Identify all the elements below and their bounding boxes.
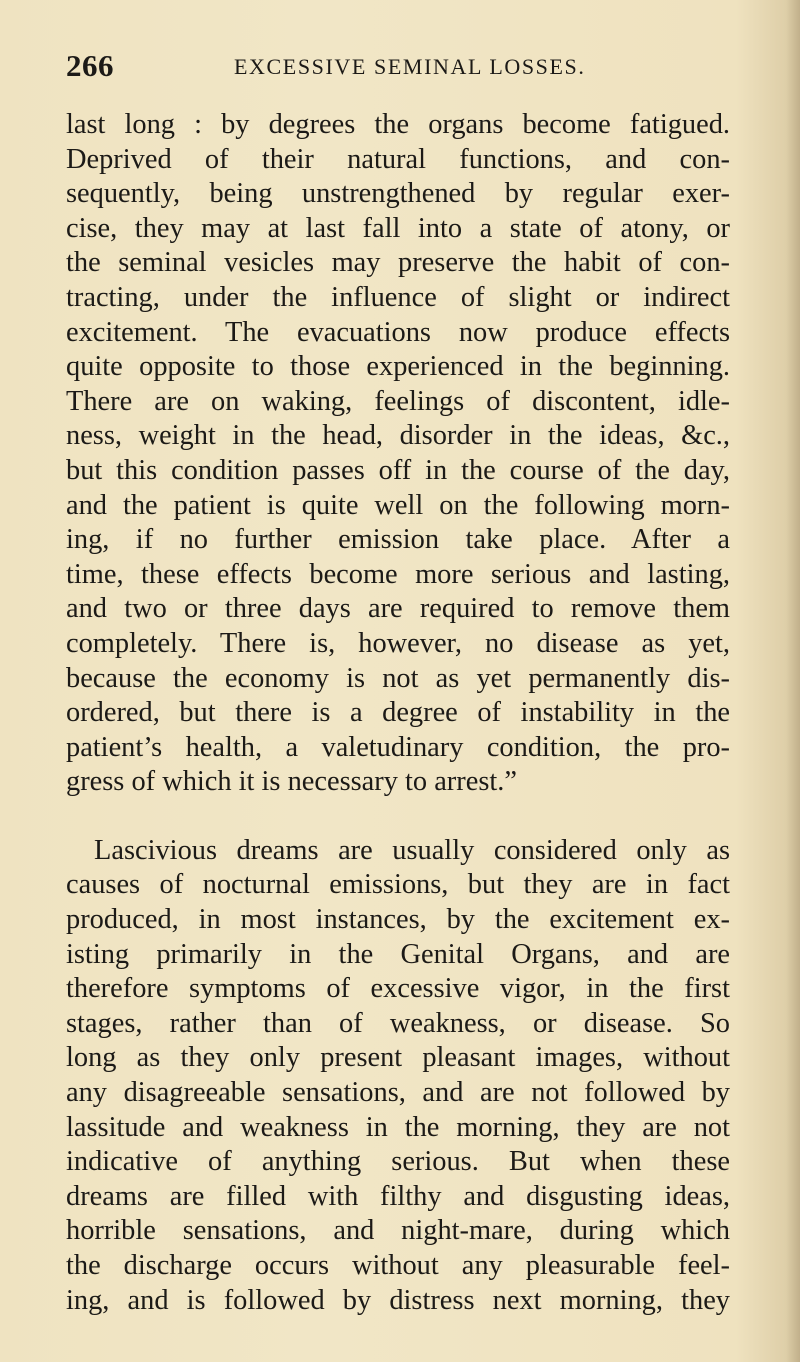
- text-line: but this condition passes off in the course of the day,: [66, 454, 730, 486]
- text-line: cise, they may at last fall into a state of atony, or: [66, 212, 730, 244]
- body-text: [66, 108, 730, 1318]
- text-line: ordered, but there is a degree of instability in the: [66, 697, 730, 729]
- text-line: long as they only present pleasant images, without: [66, 1042, 730, 1074]
- text-line: therefore symptoms of excessive vigor, in the first: [66, 973, 730, 1005]
- text-line: stages, rather than of weakness, or disease. So: [66, 1007, 730, 1039]
- page-number: 266: [66, 48, 114, 83]
- running-head: EXCESSIVE SEMINAL LOSSES.: [234, 54, 586, 79]
- text-line: causes of nocturnal emissions, but they are in fact: [66, 869, 730, 901]
- text-line: lassitude and weakness in the morning, they are not: [66, 1111, 730, 1143]
- text-line: There are on waking, feelings of discontent, idle-: [66, 385, 730, 417]
- text-line: sequently, being unstrengthened by regular exer-: [66, 178, 730, 210]
- text-line: and two or three days are required to remove them: [66, 593, 730, 625]
- text-line: Lascivious dreams are usually considered only as: [94, 834, 730, 866]
- page-header: [66, 48, 730, 88]
- text-line: last long : by degrees the organs become fatigued.: [66, 109, 730, 140]
- text-line: ing, if no further emission take place. After a: [66, 524, 730, 556]
- paragraph-gap: [66, 800, 730, 834]
- text-line: produced, in most instances, by the excitement ex-: [66, 904, 730, 936]
- text-line: horrible sensations, and night-mare, during which: [66, 1215, 730, 1247]
- text-line: quite opposite to those experienced in the beginning.: [66, 351, 730, 383]
- text-line: patient’s health, a valetudinary condition, the pro-: [66, 731, 730, 763]
- text-line: ness, weight in the head, disorder in the ideas, &c.,: [66, 420, 730, 452]
- text-line: isting primarily in the Genital Organs, and are: [66, 938, 730, 970]
- text-line: indicative of anything serious. But when these: [66, 1146, 730, 1178]
- paragraph-1: [66, 108, 730, 800]
- text-line: dreams are filled with filthy and disgusting ideas,: [66, 1180, 730, 1212]
- text-line: completely. There is, however, no disease as yet,: [66, 627, 730, 659]
- text-line: the discharge occurs without any pleasurable feel-: [66, 1250, 730, 1281]
- paragraph-2: [66, 834, 730, 1318]
- text-line: ing, and is followed by distress next morning, they: [66, 1284, 730, 1316]
- page-edge-shadow: [786, 0, 800, 1362]
- text-line: time, these effects become more serious and lasting,: [66, 558, 730, 590]
- text-line: Deprived of their natural functions, and con-: [66, 143, 730, 175]
- text-line: gress of which it is necessary to arrest.”: [66, 766, 517, 798]
- text-line: any disagreeable sensations, and are not followed by: [66, 1077, 730, 1109]
- text-line: tracting, under the influence of slight or indirect: [66, 281, 730, 313]
- text-line: and the patient is quite well on the following morn-: [66, 489, 730, 521]
- text-line: the seminal vesicles may preserve the habit of con-: [66, 247, 730, 279]
- text-line: excitement. The evacuations now produce effects: [66, 316, 730, 348]
- text-line: because the economy is not as yet permanently dis-: [66, 662, 730, 694]
